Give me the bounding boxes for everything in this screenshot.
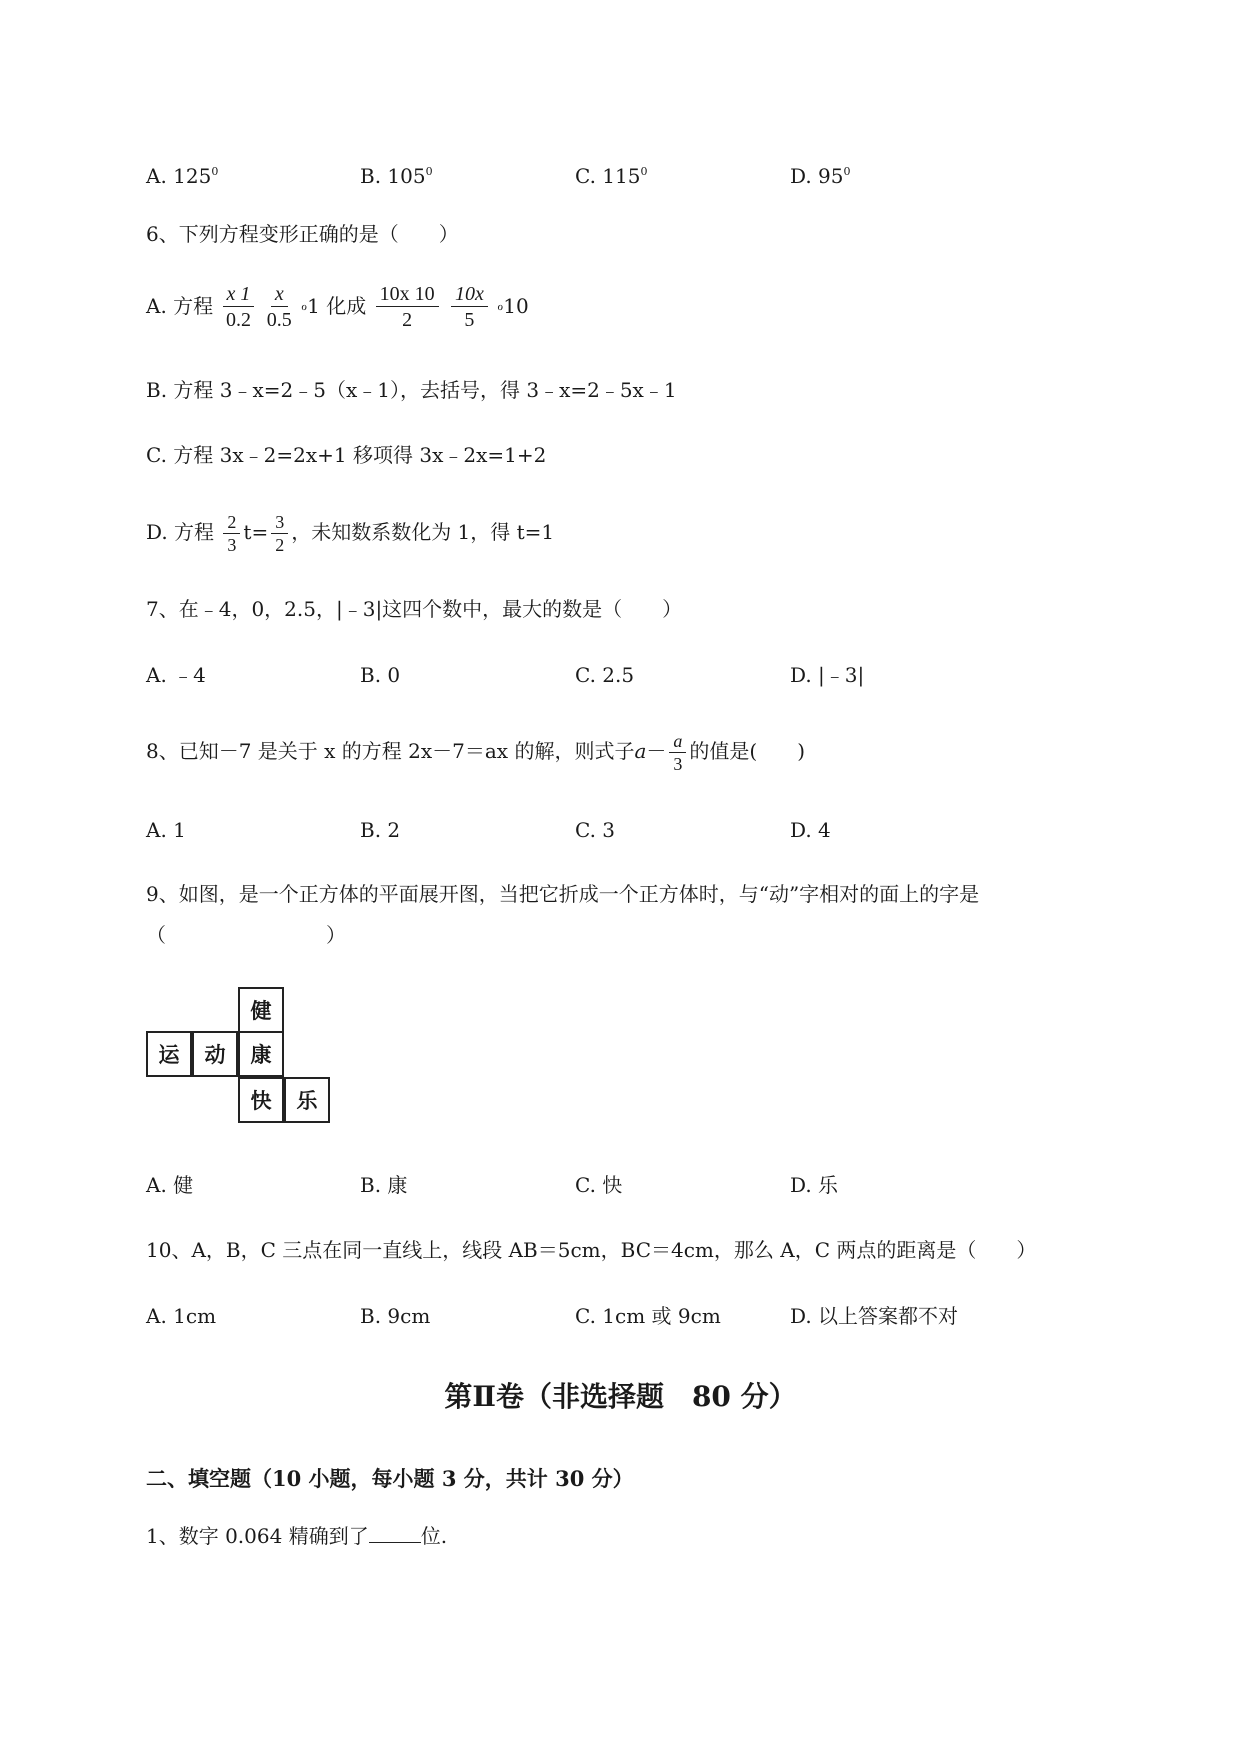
fraction-numerator: a bbox=[669, 731, 686, 753]
part-2-title: 第Ⅱ卷（非选择题 80 分） bbox=[444, 1380, 797, 1413]
q8-option-d: D. 4 bbox=[790, 818, 831, 842]
fill-1-pre: 1、数字 0.064 精确到了 bbox=[146, 1524, 369, 1548]
fill-1-post: 位. bbox=[420, 1524, 448, 1548]
q6-d-prefix: D. 方程 bbox=[146, 520, 215, 544]
degree-mark: 0 bbox=[640, 165, 648, 178]
q7-option-c: C. 2.5 bbox=[575, 663, 635, 687]
degree-mark: 0 bbox=[425, 165, 433, 178]
equals-glyph-icon: ℴ bbox=[497, 299, 504, 314]
q9-option-a: A. 健 bbox=[146, 1173, 194, 1197]
q9-stem-line-1: 9、如图，是一个正方体的平面展开图，当把它折成一个正方体时，与“动”字相对的面上的字是 bbox=[146, 882, 980, 906]
q5-option-a bbox=[146, 160, 218, 188]
q6-a-fraction-4 bbox=[451, 283, 488, 332]
q6-option-a bbox=[146, 282, 529, 332]
degree-mark: 0 bbox=[843, 165, 851, 178]
q10-option-b: B. 9cm bbox=[360, 1304, 431, 1328]
q10-option-c: C. 1cm 或 9cm bbox=[575, 1304, 721, 1328]
q7-option-a: A. ﹣4 bbox=[146, 663, 206, 687]
q6-stem: 6、下列方程变形正确的是（ ） bbox=[146, 222, 459, 246]
fraction-denominator: 3 bbox=[227, 535, 237, 555]
net-cell-le: 乐 bbox=[284, 1077, 330, 1123]
q9-option-d: D. 乐 bbox=[790, 1173, 839, 1197]
answer-blank bbox=[369, 1524, 421, 1543]
fraction-denominator: 2 bbox=[402, 309, 413, 331]
fraction-denominator: 3 bbox=[673, 754, 683, 774]
net-cell-jian: 健 bbox=[238, 987, 284, 1033]
q6-d-fraction-2 bbox=[271, 512, 288, 555]
q8-fraction bbox=[669, 731, 686, 774]
q6-d-t: t= bbox=[243, 520, 269, 544]
q7-option-d: D. |﹣3| bbox=[790, 663, 865, 687]
fraction-numerator: 3 bbox=[271, 512, 288, 534]
net-cell-kang: 康 bbox=[238, 1031, 284, 1077]
degree-mark: 0 bbox=[211, 165, 219, 178]
q6-a-fraction-1 bbox=[223, 283, 255, 332]
q6-option-d bbox=[146, 508, 554, 556]
net-cell-dong: 动 bbox=[192, 1031, 238, 1077]
fraction-denominator: 5 bbox=[464, 309, 475, 331]
q7-stem: 7、在﹣4，0，2.5，|﹣3|这四个数中，最大的数是（ ） bbox=[146, 597, 683, 621]
q5-option-d-text: D. 95 bbox=[790, 164, 844, 188]
fraction-numerator: 2 bbox=[223, 512, 240, 534]
q6-a-prefix: A. 方程 bbox=[146, 294, 214, 318]
q9-stem-line-2: （ ） bbox=[146, 923, 346, 947]
q5-option-b bbox=[360, 160, 433, 188]
fraction-numerator: x 1 bbox=[223, 283, 255, 307]
section-2-heading: 二、填空题（10 小题，每小题 3 分，共计 30 分） bbox=[146, 1466, 634, 1491]
q8-option-b: B. 2 bbox=[360, 818, 401, 842]
q9-option-c: C. 快 bbox=[575, 1173, 623, 1197]
q5-option-a-text: A. 125 bbox=[146, 164, 212, 188]
q6-d-suffix: ，未知数系数化为 1，得 t=1 bbox=[291, 520, 555, 544]
q7-option-b: B. 0 bbox=[360, 663, 401, 687]
q6-option-b: B. 方程 3﹣x=2﹣5（x﹣1），去括号，得 3﹣x=2﹣5x﹣1 bbox=[146, 378, 677, 402]
q8-stem-pre: 8、已知－7 是关于 x 的方程 2x－7＝ax 的解，则式子 bbox=[146, 739, 635, 763]
fraction-numerator: 10x bbox=[451, 283, 488, 307]
fraction-denominator: 2 bbox=[275, 535, 285, 555]
fraction-numerator: x bbox=[271, 283, 288, 307]
q9-option-b: B. 康 bbox=[360, 1173, 408, 1197]
q6-a-fraction-2 bbox=[267, 283, 292, 332]
q6-a-end: 10 bbox=[503, 294, 529, 318]
q5-option-c bbox=[575, 160, 647, 188]
fill-question-1 bbox=[146, 1524, 447, 1548]
q6-a-mid: 1 化成 bbox=[307, 294, 367, 318]
q8-expr-minus: － bbox=[646, 739, 667, 763]
fraction-numerator: 10x 10 bbox=[376, 283, 439, 307]
q5-option-d bbox=[790, 160, 851, 188]
q8-option-c: C. 3 bbox=[575, 818, 616, 842]
q6-a-fraction-3 bbox=[376, 283, 439, 332]
net-cell-yun: 运 bbox=[146, 1031, 192, 1077]
fraction-denominator: 0.2 bbox=[225, 309, 251, 331]
q6-d-fraction-1 bbox=[223, 512, 240, 555]
net-cell-kuai: 快 bbox=[238, 1077, 284, 1123]
q6-option-c: C. 方程 3x﹣2=2x+1 移项得 3x﹣2x=1+2 bbox=[146, 443, 547, 467]
q10-stem: 10、A，B，C 三点在同一直线上，线段 AB＝5cm，BC＝4cm，那么 A，C 两点的距离是（ ） bbox=[146, 1238, 1037, 1262]
fraction-denominator: 0.5 bbox=[266, 309, 292, 331]
equals-glyph-icon: ℴ bbox=[301, 299, 308, 314]
cube-net-figure bbox=[146, 985, 336, 1130]
q5-option-c-text: C. 115 bbox=[575, 164, 641, 188]
q10-option-a: A. 1cm bbox=[146, 1304, 217, 1328]
q8-stem bbox=[146, 727, 805, 775]
q10-option-d: D. 以上答案都不对 bbox=[790, 1304, 959, 1328]
q5-option-b-text: B. 105 bbox=[360, 164, 426, 188]
q8-expr-a: a bbox=[634, 739, 647, 763]
q8-stem-post: 的值是( ) bbox=[689, 739, 805, 763]
q8-option-a: A. 1 bbox=[146, 818, 186, 842]
